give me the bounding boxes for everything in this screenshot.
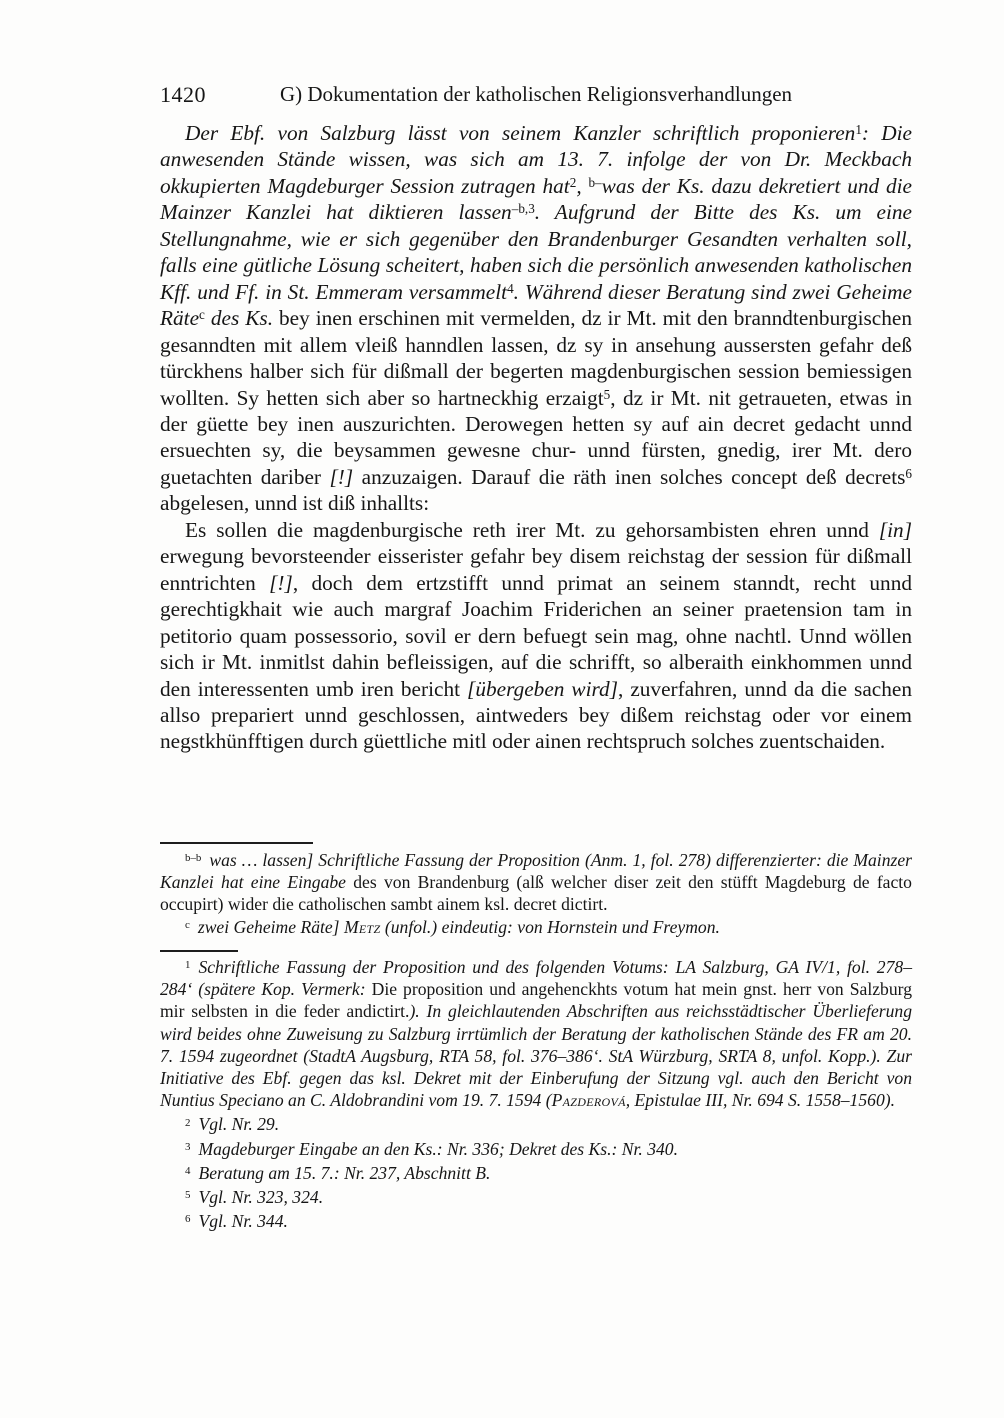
text-segment: was der Ks. dazu dekretiert und die Mainzer Kanzlei hat diktieren lassen [160,173,913,225]
footnote-marker: 3 [185,1140,191,1153]
apparatus-marker: b–b [185,852,202,865]
footnote [160,1210,912,1232]
superscript-reference: 4 [507,280,514,296]
apparatus-notes [160,849,912,938]
text-segment: , dz ir Mt. nit getraueten, etwas in der güette bey inen auszurichten. Derowegen hetten sy auf ain decret gedacht unnd ersuechten sy, die beysammen gewesne chur- unnd fürsten, gnedig, irer Mt. dero guetachten dariber [160,385,912,489]
main-text [160,120,912,755]
superscript-reference: b– [588,174,602,190]
apparatus-rule [160,842,313,844]
running-header: G) Dokumentation der katholischen Religionsverhandlungen [279,82,793,106]
text-segment: ). In gleichlautenden Abschriften aus reichsstädtischer Überlieferung wird beides ohne Zuweisung zu Salzburg irrtümlich der Beratung der katholischen Stände des FR am 20. 7. 1594 zugeordnet (StadtA Augsburg, RTA 58, fol. 376–386‘. StA Würzburg, SRTA 8, unfol. Kopp.). Zur Initiative des Ebf. gegen das ksl. Dekret mit der Einberufung der Sitzung vgl. auch den Bericht von Nuntius Speciano an C. Aldobrandini vom 19. 7. 1594 ( [160,1001,912,1111]
text-segment: anzuzaigen. Darauf die räth inen solches concept deß decrets [353,464,906,489]
text-segment: [!] [329,464,354,489]
footnote-rule [160,950,238,952]
text-segment: , [576,173,589,198]
footnote [160,1186,912,1208]
text-segment: erwegung bevorsteender eisserister gefahr bey disem reichstag der session für dißmall enntrichten [160,544,912,595]
text-segment: Schriftliche Fassung der Proposition und des folgenden Votums: LA Salzburg, GA IV/1, fol. 278–284‘ (spätere Kop. Vermerk: [160,957,912,1000]
footnote-marker: 1 [185,959,191,972]
text-segment: . Während dieser Beratung sind zwei Geheime Räte [160,279,912,331]
apparatus-marker: c [185,918,190,931]
text-segment: Es sollen die magdenburgische reth irer Mt. zu gehorsambisten ehren unnd [185,517,879,542]
text-segment: Vgl. Nr. 344. [198,1211,288,1232]
page-header [160,82,912,108]
text-segment: (unfol.) eindeutig: von Hornstein und Freymon. [380,916,720,937]
footnote [160,849,912,916]
superscript-reference: 1 [855,122,862,138]
text-segment: [!] [269,570,293,595]
text-segment: Vgl. Nr. 323, 324. [198,1187,324,1208]
text-segment: Pazderová [551,1090,626,1111]
paragraph [160,517,912,755]
footnote-marker: 5 [185,1189,191,1202]
text-segment: , zuverfahren, unnd da die sachen allso prepariert unnd geschlossen, aintweders bey dißem reichstag oder vor einem negstkhünfftigen durch güettliche mitl oder ainen rechtspruch solches zuentschaiden. [160,676,912,754]
text-segment: . Aufgrund der Bitte des Ks. um eine Stellungnahme, wie er sich gegenüber den Brandenburger Gesandten verhalten soll, falls eine gütliche Lösung scheitert, haben sich die persönlich anwesenden katholischen Kff. und Ff. in St. Emmeram versammelt [160,200,912,304]
text-segment: [übergeben wird] [467,676,618,701]
text-segment: des von Brandenburg (alß welcher diser zeit den stüfft Magdeburg de facto occupirt) wider die catholischen sambt ainem ksl. decret dictirt. [160,872,912,915]
text-segment: , doch dem ertzstifft unnd primat an seinem stanndt, recht unnd gerechtigkhait wie auch margraf Joachim Friderichen an seiner praetension tam in petitorio quam possessorio, sovil er dern befuegt sein mag, ohne nachtl. Unnd wöllen sich ir Mt. inmitlst dahin befleissigen, auf die schrifft, so alberaith einkhommen unnd den interessenten umb iren bericht [160,570,912,701]
text-segment: abgelesen, unnd ist diß inhallts: [160,491,430,516]
superscript-reference: c [199,307,205,323]
footnote-marker: 6 [185,1213,191,1226]
footnote [160,916,912,938]
superscript-reference: 6 [905,465,912,481]
text-segment: [in] [878,517,912,542]
paragraph [160,120,912,517]
text-segment: : Die anwesenden Stände wissen, was sich am 13. 7. infolge der von Dr. Meckbach okkupierten Magdeburger Session zutragen hat [160,121,912,198]
text-segment: Vgl. Nr. 29. [198,1114,280,1135]
footnote [160,1138,912,1160]
footnote [160,1162,912,1184]
text-segment: was … lassen] Schriftliche Fassung der Proposition (Anm. 1, fol. 278) differenzierter: die Mainzer Kanzlei hat eine Eingabe [160,850,912,893]
footnote-marker: 4 [185,1164,191,1177]
footnote [160,956,912,1111]
footnote [160,1113,912,1135]
text-segment: Beratung am 15. 7.: Nr. 237, Abschnitt B. [198,1162,491,1183]
text-segment: bey inen erschinen mit vermelden, dz ir Mt. mit den branndtenburgischen gesanndten mit allem vleiß hanndlen lassen, dz sy in ansehung aussersten gefahr deß türckhens halber sich für dißmall der begerten magdenburgischen session bemiessigen wollten. Sy hetten sich aber so hartneckhig erzaigt [160,306,912,410]
text-segment: Magdeburger Eingabe an den Ks.: Nr. 336; Dekret des Ks.: Nr. 340. [198,1138,679,1159]
text-segment: Die proposition und angehenckhts votum hat mein gnst. herr von Salzburg mir selbsten in die feder andictirt. [160,979,912,1022]
superscript-reference: –b,3 [511,201,535,217]
text-segment: Der Ebf. von Salzburg lässt von seinem Kanzler schriftlich proponieren [185,121,856,145]
text-segment: Metz [343,916,381,937]
superscript-reference: 5 [603,386,611,402]
superscript-reference: 2 [569,174,577,190]
page-number: 1420 [160,82,206,107]
text-segment: zwei Geheime Räte] [197,916,344,937]
footnote-marker: 2 [185,1116,191,1129]
text-segment: , Epistulae III, Nr. 694 S. 1558–1560). [625,1090,896,1111]
footnote-section [160,956,912,1232]
text-segment: des Ks. [204,306,280,331]
